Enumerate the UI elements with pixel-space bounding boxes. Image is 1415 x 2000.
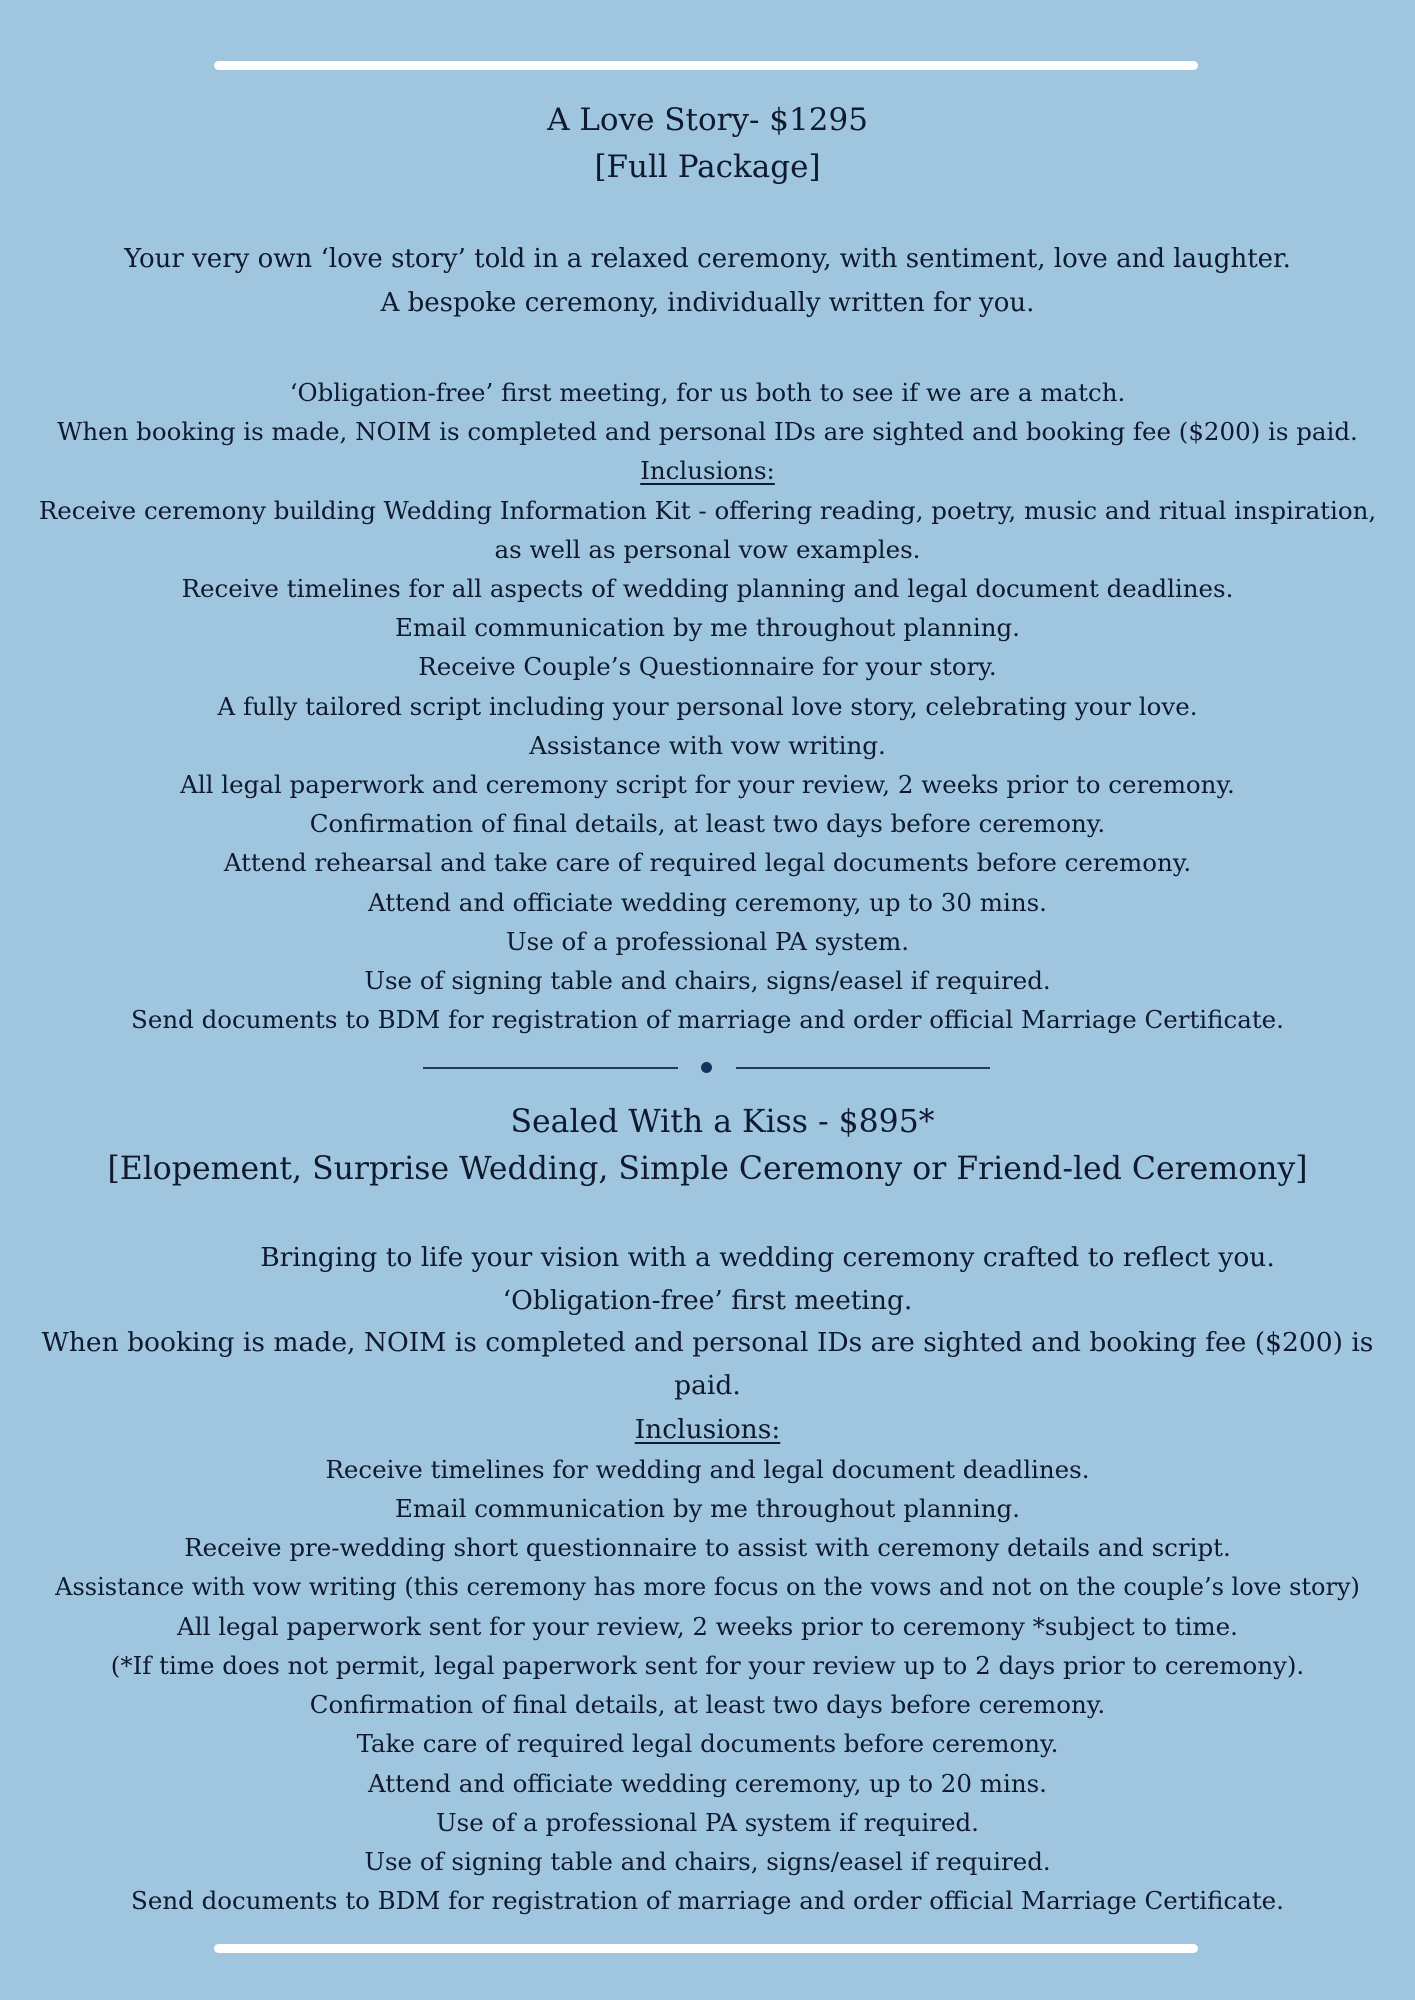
package2-details — [0, 1450, 1415, 1920]
divider-dot-icon — [701, 1062, 712, 1073]
package2-inclusion-item: Receive timelines for wedding and legal document deadlines. — [325, 1455, 1090, 1484]
package2-inclusion-item: Confirmation of final details, at least two days before ceremony. — [309, 1690, 1106, 1720]
bottom-decorative-bar — [214, 1944, 1198, 1953]
package1-inclusions-heading — [0, 451, 1415, 490]
package1-inclusion-item: Use of signing table and chairs, signs/easel if required. — [364, 966, 1051, 996]
divider-line-right — [736, 1067, 990, 1069]
package1-title: A Love Story- $1295 — [547, 102, 868, 138]
package1-inclusion-item: Email communication by me throughout planning. — [395, 613, 1020, 643]
package2-header — [0, 1099, 1415, 1193]
package1-inclusion-item: Receive ceremony building Wedding Information Kit - offering reading, poetry, music and ritual inspiration, — [38, 495, 1377, 525]
package1-intro — [0, 237, 1415, 325]
package2-intro-line: paid. — [674, 1369, 741, 1401]
package2-inclusions-label: Inclusions: — [634, 1414, 781, 1445]
package1-inclusion-item: Use of a professional PA system. — [505, 926, 910, 956]
package1-inclusion-item: All legal paperwork and ceremony script for your review, 2 weeks prior to ceremony. — [180, 770, 1235, 800]
package1-inclusion-item: Attend rehearsal and take care of required legal documents before ceremony. — [223, 848, 1192, 878]
package1-inclusion-item: Attend and officiate wedding ceremony, up to 30 mins. — [368, 887, 1047, 917]
package1-header — [0, 97, 1415, 191]
package2-subtitle: [Elopement, Surprise Wedding, Simple Ceremony or Friend-led Ceremony] — [107, 1151, 1308, 1187]
package2-inclusion-item: Receive pre-wedding short questionnaire to assist with ceremony details and script. — [184, 1533, 1231, 1563]
package2-intro-line: ‘Obligation-free’ first meeting. — [502, 1284, 913, 1316]
package2-inclusions-heading — [0, 1409, 1415, 1451]
section-divider — [423, 1061, 990, 1075]
package1-intro-line: Your very own ‘love story’ told in a relaxed ceremony, with sentiment, love and laughter. — [124, 244, 1291, 274]
package1-pre-item: ‘Obligation-free’ first meeting, for us both to see if we are a match. — [289, 378, 1126, 407]
package1-inclusion-item: Receive Couple’s Questionnaire for your story. — [418, 652, 997, 682]
package2-inclusion-item: Take care of required legal documents before ceremony. — [356, 1729, 1059, 1759]
package1-inclusion-item: Confirmation of final details, at least two days before ceremony. — [309, 809, 1106, 839]
package1-details — [0, 373, 1415, 1039]
package1-subtitle: [Full Package] — [594, 149, 821, 185]
package1-inclusions-label: Inclusions: — [640, 456, 775, 486]
package2-inclusion-item: Attend and officiate wedding ceremony, up to 20 mins. — [368, 1768, 1047, 1798]
package2-inclusion-item: Use of signing table and chairs, signs/easel if required. — [364, 1847, 1051, 1877]
top-decorative-bar — [214, 61, 1198, 70]
package1-inclusion-item: as well as personal vow examples. — [494, 534, 921, 564]
package1-inclusion-item: A fully tailored script including your personal love story, celebrating your love. — [217, 691, 1198, 721]
package2-intro — [0, 1237, 1415, 1407]
package2-inclusion-item: Use of a professional PA system if required. — [436, 1807, 979, 1837]
package1-inclusion-item: Assistance with vow writing. — [529, 730, 886, 760]
package2-inclusion-item: Assistance with vow writing (this ceremony has more focus on the vows and not on the couple’s love story) — [55, 1572, 1360, 1601]
package2-intro-line: When booking is made, NOIM is completed and personal IDs are sighted and booking fee ($200) is — [41, 1327, 1374, 1358]
package1-intro-line: A bespoke ceremony, individually written for you. — [380, 288, 1035, 318]
package2-inclusion-item: Send documents to BDM for registration of marriage and order official Marriage Certificate. — [131, 1886, 1284, 1916]
package2-inclusion-item: (*If time does not permit, legal paperwork sent for your review up to 2 days prior to ceremony). — [110, 1651, 1305, 1681]
package2-intro-line: Bringing to life your vision with a wedding ceremony crafted to reflect you. — [260, 1242, 1275, 1273]
package1-pre-item: When booking is made, NOIM is completed and personal IDs are sighted and booking fee ($200) is paid. — [57, 417, 1358, 447]
package2-inclusion-item: Email communication by me throughout planning. — [395, 1494, 1020, 1524]
package1-inclusion-item: Receive timelines for all aspects of wedding planning and legal document deadlines. — [181, 574, 1234, 604]
package2-inclusion-item: All legal paperwork sent for your review, 2 weeks prior to ceremony *subject to time. — [177, 1611, 1238, 1641]
package2-title: Sealed With a Kiss - $895* — [510, 1104, 935, 1140]
divider-line-left — [423, 1067, 678, 1069]
package1-inclusion-item: Send documents to BDM for registration of marriage and order official Marriage Certificate. — [131, 1005, 1284, 1035]
